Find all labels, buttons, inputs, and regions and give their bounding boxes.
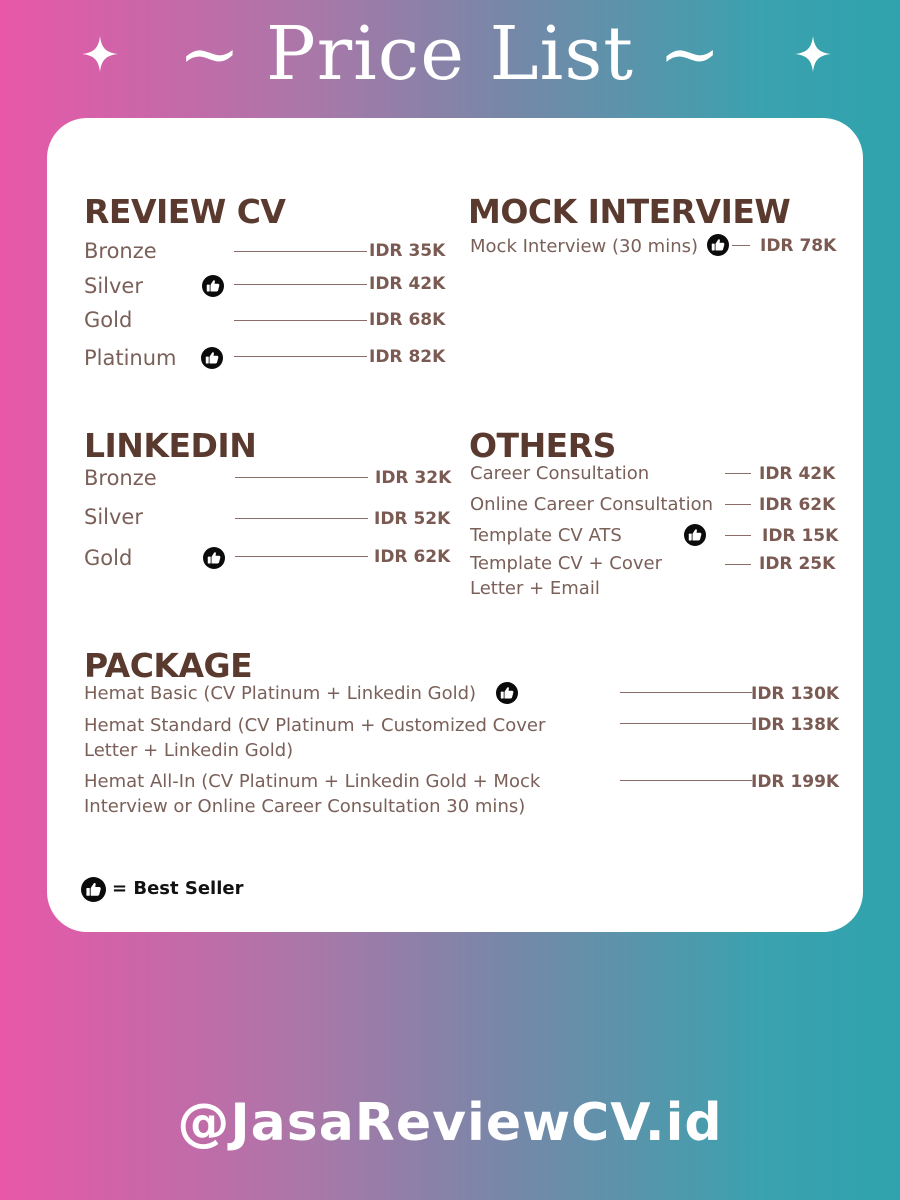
others-heading: OTHERS xyxy=(469,426,616,465)
review-cv-heading: REVIEW CV xyxy=(84,192,286,231)
others-item-price: IDR 25K xyxy=(759,554,836,574)
thumbs-up-icon xyxy=(201,347,223,369)
others-item-price: IDR 42K xyxy=(759,464,836,484)
mock-interview-item-price: IDR 78K xyxy=(760,236,837,256)
package-item-price: IDR 199K xyxy=(751,772,840,792)
linkedin-item-label: Silver xyxy=(84,505,143,529)
others-item-label-line1: Template CV + Cover xyxy=(470,553,662,574)
package-item-label-line2: Letter + Linkedin Gold) xyxy=(84,740,294,761)
package-item-label-line1: Hemat All-In (CV Platinum + Linkedin Gold + Mock xyxy=(84,771,541,792)
linkedin-item-price: IDR 32K xyxy=(375,468,452,488)
social-handle: @JasaReviewCV.id xyxy=(177,1093,723,1153)
leader-line xyxy=(725,473,751,474)
others-item-label-line2: Letter + Email xyxy=(470,578,600,599)
package-item-price: IDR 130K xyxy=(751,684,840,704)
others-item-price: IDR 15K xyxy=(762,526,839,546)
linkedin-item-label: Bronze xyxy=(84,466,157,490)
leader-line xyxy=(234,284,367,285)
leader-line xyxy=(235,518,368,519)
review-cv-item-label: Bronze xyxy=(84,239,157,263)
leader-line xyxy=(732,245,750,246)
thumbs-up-icon xyxy=(202,275,224,297)
package-item-price: IDR 138K xyxy=(751,715,840,735)
best-seller-legend xyxy=(81,876,243,902)
leader-line xyxy=(620,780,752,781)
thumbs-up-icon xyxy=(203,547,225,569)
package-item-label-line2: Interview or Online Career Consultation 30 mins) xyxy=(84,796,526,817)
review-cv-item-label: Platinum xyxy=(84,346,177,370)
leader-line xyxy=(620,692,752,693)
page-title: ~ Price List ~ xyxy=(178,11,722,97)
linkedin-item-label: Gold xyxy=(84,546,133,570)
leader-line xyxy=(725,504,751,505)
linkedin-item-price: IDR 62K xyxy=(374,547,451,567)
linkedin-item-price: IDR 52K xyxy=(374,509,451,529)
review-cv-item-price: IDR 42K xyxy=(369,274,446,294)
sparkle-icon xyxy=(793,34,833,74)
package-heading: PACKAGE xyxy=(84,646,253,685)
best-seller-label: = Best Seller xyxy=(112,878,244,899)
leader-line xyxy=(725,564,751,565)
leader-line xyxy=(725,535,751,536)
review-cv-item-price: IDR 82K xyxy=(369,347,446,367)
mock-interview-heading: MOCK INTERVIEW xyxy=(468,192,791,231)
leader-line xyxy=(620,723,752,724)
price-card xyxy=(47,118,863,932)
thumbs-up-icon xyxy=(684,524,706,546)
others-item-label: Template CV ATS xyxy=(470,525,622,546)
leader-line xyxy=(235,477,368,478)
thumbs-up-icon xyxy=(707,234,729,256)
package-item-label: Hemat Basic (CV Platinum + Linkedin Gold) xyxy=(84,683,477,704)
leader-line xyxy=(234,356,367,357)
review-cv-item-label: Silver xyxy=(84,274,143,298)
thumbs-up-icon xyxy=(81,877,106,902)
thumbs-up-icon xyxy=(496,682,518,704)
package-item-label-line1: Hemat Standard (CV Platinum + Customized Cover xyxy=(84,715,546,736)
linkedin-heading: LINKEDIN xyxy=(84,426,257,465)
review-cv-item-price: IDR 35K xyxy=(369,241,446,261)
others-item-price: IDR 62K xyxy=(759,495,836,515)
others-item-label: Online Career Consultation xyxy=(470,494,713,515)
review-cv-item-label: Gold xyxy=(84,308,133,332)
review-cv-item-price: IDR 68K xyxy=(369,310,446,330)
leader-line xyxy=(235,556,368,557)
others-item-label: Career Consultation xyxy=(470,463,650,484)
leader-line xyxy=(234,320,367,321)
mock-interview-item-label: Mock Interview (30 mins) xyxy=(470,236,698,257)
leader-line xyxy=(234,251,367,252)
